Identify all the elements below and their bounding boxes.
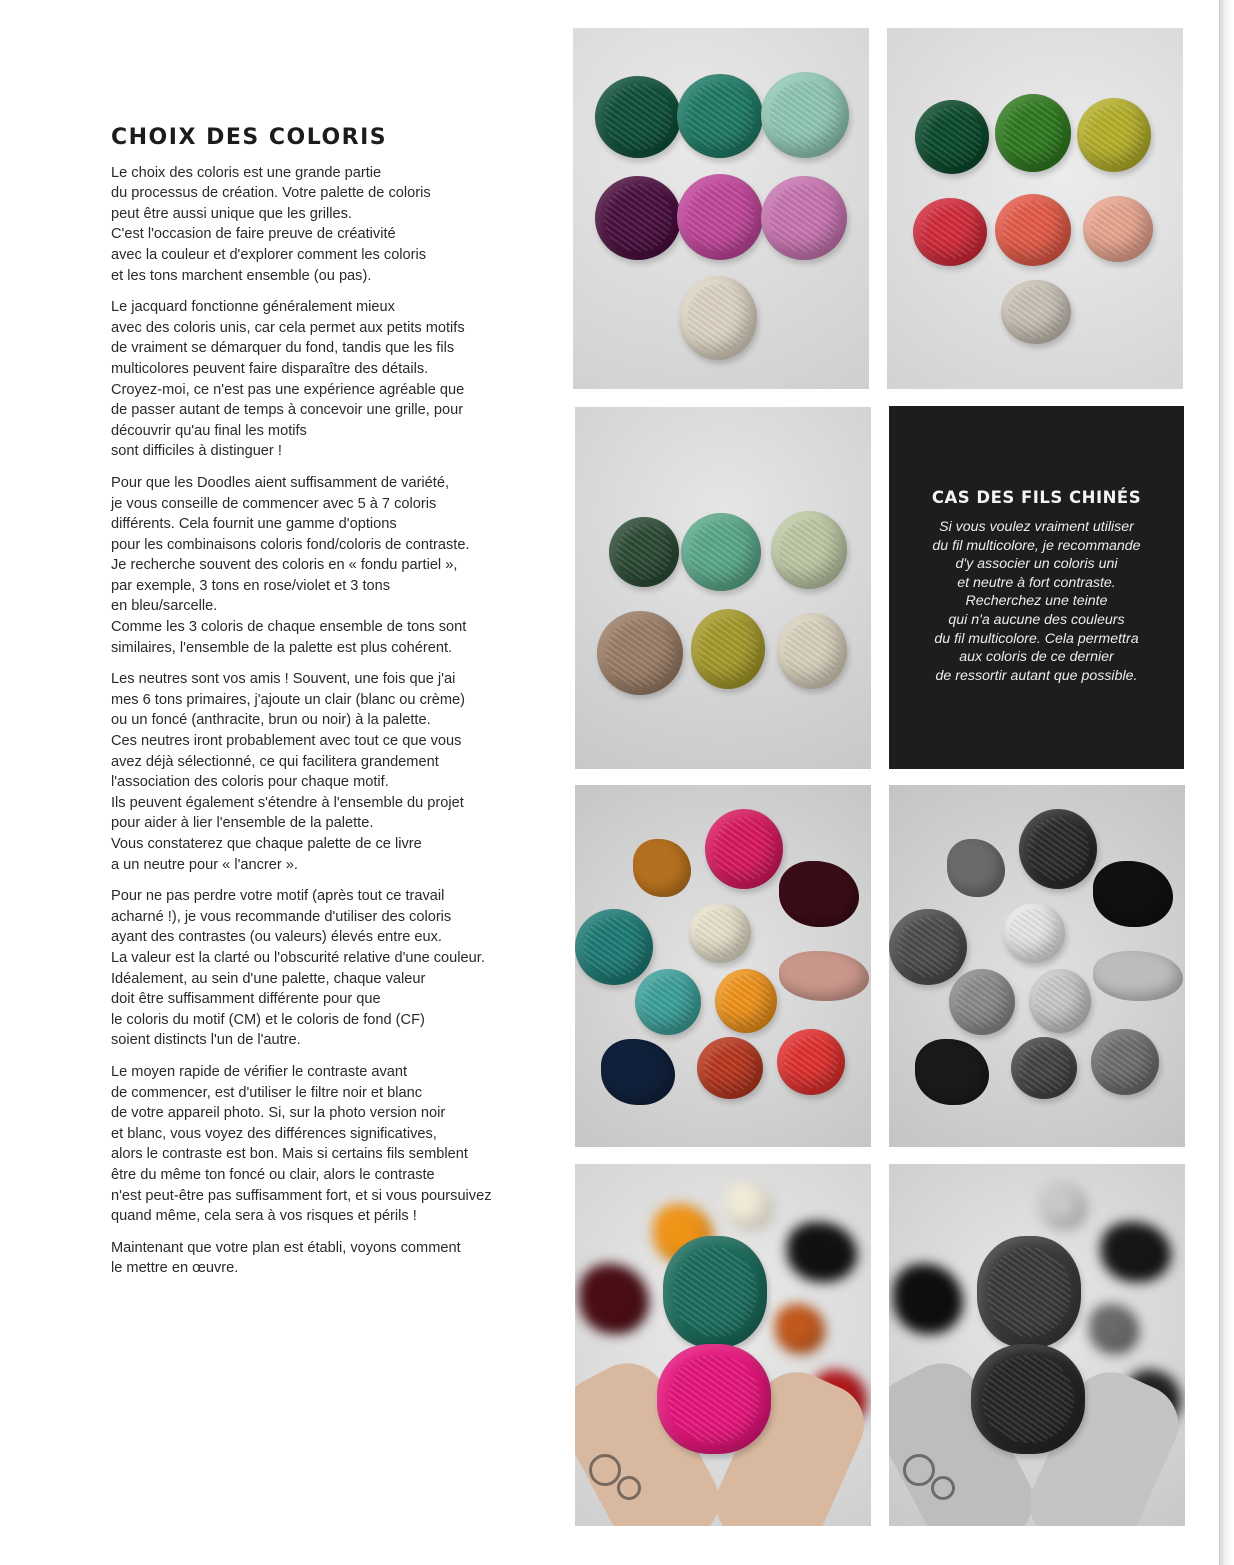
yarn-ball [915, 100, 989, 174]
yarn-ball [1003, 903, 1065, 963]
yarn-ball [1011, 1037, 1077, 1099]
paragraph-line: alors le contraste est bon. Mais si certains fils semblent [111, 1146, 468, 1163]
yarn-ball [635, 969, 701, 1035]
callout-line: de ressortir autant que possible. [935, 667, 1138, 684]
callout-line: Recherchez une teinte [965, 593, 1108, 610]
callout-text [889, 518, 1184, 685]
article-paragraph [111, 297, 531, 462]
photo-hands-black-white [889, 1164, 1185, 1526]
paragraph-line: a un neutre pour « l'ancrer ». [111, 856, 298, 873]
yarn-ball [1019, 809, 1097, 889]
paragraph-line: Idéalement, au sein d'une palette, chaque valeur [111, 970, 426, 987]
blurred-yarn [1039, 1182, 1087, 1230]
yarn-ball [677, 174, 763, 260]
callout-line: du fil multicolore. Cela permettra [934, 630, 1139, 647]
blurred-yarn [893, 1264, 963, 1334]
tattoo [931, 1476, 955, 1500]
blurred-yarn [1101, 1222, 1171, 1282]
yarn-ball [1001, 280, 1071, 344]
photo-hands-color [575, 1164, 871, 1526]
callout-line: aux coloris de ce dernier [959, 649, 1114, 666]
article-paragraph [111, 473, 531, 658]
callout-line: qui n'a aucune des couleurs [948, 611, 1125, 628]
article-paragraph [111, 669, 531, 875]
paragraph-line: Ils peuvent également s'étendre à l'ensemble du projet [111, 794, 464, 811]
yarn-ball [595, 176, 681, 260]
paragraph-line: quand même, cela sera à vos risques et périls ! [111, 1208, 417, 1225]
paragraph-line: acharné !), je vous recommande d'utiliser des coloris [111, 908, 452, 925]
callout-box [889, 406, 1184, 769]
yarn-ball [1077, 98, 1151, 172]
blurred-yarn [725, 1182, 773, 1230]
photo-yarn-heathered [575, 407, 871, 769]
paragraph-line: Le choix des coloris est une grande partie [111, 164, 382, 181]
paragraph-line: Vous constaterez que chaque palette de ce livre [111, 836, 422, 852]
paragraph-line: je vous conseille de commencer avec 5 à 7 coloris [111, 495, 437, 512]
paragraph-line: Les neutres sont vos amis ! Souvent, une fois que j'ai [111, 671, 456, 688]
paragraph-line: différents. Cela fournit une gamme d'options [111, 516, 397, 533]
paragraph-line: Le jacquard fonctionne généralement mieux [111, 299, 395, 316]
yarn-ball [689, 903, 751, 963]
paragraph-line: doit être suffisamment différente pour que [111, 991, 381, 1008]
tattoo [589, 1454, 621, 1486]
yarn-skein [1093, 951, 1183, 1001]
blurred-yarn [579, 1264, 649, 1334]
page-edge [1220, 0, 1234, 1565]
yarn-ball [1029, 969, 1091, 1033]
yarn-ball [771, 511, 847, 589]
photo-yarn-black-white [889, 785, 1185, 1147]
yarn-ball [761, 72, 849, 158]
paragraph-line: ayant des contrastes (ou valeurs) élevés entre eux. [111, 929, 442, 946]
paragraph-line: découvrir qu'au final les motifs [111, 422, 307, 439]
yarn-ball [1083, 196, 1153, 262]
yarn-ball [1091, 1029, 1159, 1095]
tattoo [617, 1476, 641, 1500]
yarn-skein [779, 861, 859, 927]
paragraph-line: avec la couleur et d'explorer comment les coloris [111, 246, 427, 263]
paragraph-line: pour aider à lier l'ensemble de la palette. [111, 815, 374, 832]
photo-yarn-pink-teal [573, 28, 869, 389]
paragraph-line: n'est peut-être pas suffisamment fort, et si vous poursuivez [111, 1187, 492, 1204]
paragraph-line: Ces neutres iront probablement avec tout ce que vous [111, 733, 462, 750]
paragraph-line: le coloris du motif (CM) et le coloris de fond (CF) [111, 1011, 425, 1028]
photo-yarn-green-red [887, 28, 1183, 389]
article-body [111, 163, 531, 1279]
yarn-ball [681, 513, 761, 591]
yarn-ball [597, 611, 683, 695]
paragraph-line: soient distincts l'un de l'autre. [111, 1032, 301, 1049]
callout-line: Si vous voulez vraiment utiliser [939, 519, 1134, 535]
yarn-ball [609, 517, 679, 587]
paragraph-line: similaires, l'ensemble de la palette est plus cohérent. [111, 639, 453, 656]
yarn-ball [995, 194, 1071, 266]
paragraph-line: le mettre en œuvre. [111, 1260, 239, 1277]
tattoo [903, 1454, 935, 1486]
paragraph-line: Pour que les Doodles aient suffisamment de variété, [111, 474, 450, 491]
paragraph-line: Croyez-moi, ce n'est pas une expérience agréable que [111, 381, 465, 398]
paragraph-line: La valeur est la clarté ou l'obscurité relative d'une couleur. [111, 949, 485, 966]
blurred-yarn [787, 1222, 857, 1282]
paragraph-line: avec des coloris unis, car cela permet aux petits motifs [111, 319, 465, 336]
article-paragraph [111, 1062, 531, 1227]
article-column [111, 125, 531, 1290]
paragraph-line: C'est l'occasion de faire preuve de créativité [111, 226, 396, 243]
article-paragraph [111, 886, 531, 1051]
yarn-skein [915, 1039, 989, 1105]
yarn-skein [1093, 861, 1173, 927]
paragraph-line: être du même ton foncé ou clair, alors le contraste [111, 1166, 435, 1183]
yarn-ball [697, 1037, 763, 1099]
paragraph-line: Je recherche souvent des coloris en « fondu partiel », [111, 557, 458, 574]
callout-line: et neutre à fort contraste. [957, 574, 1116, 591]
paragraph-line: de commencer, est d'utiliser le filtre noir et blanc [111, 1084, 423, 1101]
yarn-skein [779, 951, 869, 1001]
yarn-ball [761, 176, 847, 260]
paragraph-line: en bleu/sarcelle. [111, 598, 218, 615]
yarn-ball [777, 1029, 845, 1095]
yarn-ball [679, 276, 757, 360]
yarn-skein [947, 839, 1005, 897]
paragraph-line: Pour ne pas perdre votre motif (après tout ce travail [111, 888, 445, 905]
paragraph-line: du processus de création. Votre palette de coloris [111, 185, 431, 202]
yarn-ball [705, 809, 783, 889]
photo-yarn-mixed-color [575, 785, 871, 1147]
paragraph-line: et blanc, vous voyez des différences significatives, [111, 1125, 437, 1142]
yarn-ball [595, 76, 681, 158]
yarn-ball-top [977, 1236, 1081, 1348]
paragraph-line: sont difficiles à distinguer ! [111, 443, 282, 460]
yarn-ball [575, 909, 653, 985]
paragraph-line: multicolores peuvent faire disparaître des détails. [111, 360, 429, 377]
article-paragraph [111, 1238, 531, 1279]
paragraph-line: mes 6 tons primaires, j'ajoute un clair (blanc ou crème) [111, 691, 465, 708]
paragraph-line: peut être aussi unique que les grilles. [111, 205, 352, 222]
yarn-skein [601, 1039, 675, 1105]
paragraph-line: Maintenant que votre plan est établi, voyons comment [111, 1239, 461, 1256]
paragraph-line: de passer autant de temps à concevoir une grille, pour [111, 402, 464, 419]
paragraph-line: l'association des coloris pour chaque motif. [111, 774, 389, 791]
yarn-ball [715, 969, 777, 1033]
yarn-ball [889, 909, 967, 985]
callout-line: d'y associer un coloris uni [955, 556, 1118, 573]
yarn-ball-top [663, 1236, 767, 1348]
yarn-ball [913, 198, 987, 266]
blurred-yarn [775, 1304, 825, 1354]
paragraph-line: Comme les 3 coloris de chaque ensemble de tons sont [111, 619, 467, 636]
yarn-ball [949, 969, 1015, 1035]
callout-title: CAS DES FILS CHINÉS [931, 488, 1142, 507]
yarn-ball [995, 94, 1071, 172]
paragraph-line: ou un foncé (anthracite, brun ou noir) à la palette. [111, 712, 431, 729]
paragraph-line: et les tons marchent ensemble (ou pas). [111, 267, 372, 284]
paragraph-line: avez déjà sélectionné, ce qui facilitera grandement [111, 753, 439, 770]
paragraph-line: Le moyen rapide de vérifier le contraste avant [111, 1063, 408, 1080]
yarn-skein [633, 839, 691, 897]
yarn-ball [677, 74, 763, 158]
callout-line: du fil multicolore, je recommande [932, 537, 1141, 554]
article-paragraph [111, 163, 531, 287]
paragraph-line: de vraiment se démarquer du fond, tandis que les fils [111, 340, 455, 357]
yarn-ball-bottom [657, 1344, 771, 1454]
paragraph-line: par exemple, 3 tons en rose/violet et 3 tons [111, 577, 391, 594]
blurred-yarn [1089, 1304, 1139, 1354]
paragraph-line: de votre appareil photo. Si, sur la photo version noir [111, 1105, 446, 1122]
yarn-ball [777, 613, 847, 689]
yarn-ball [691, 609, 765, 689]
yarn-ball-bottom [971, 1344, 1085, 1454]
paragraph-line: pour les combinaisons coloris fond/coloris de contraste. [111, 536, 470, 553]
article-title: CHOIX DES COLORIS [111, 125, 388, 150]
